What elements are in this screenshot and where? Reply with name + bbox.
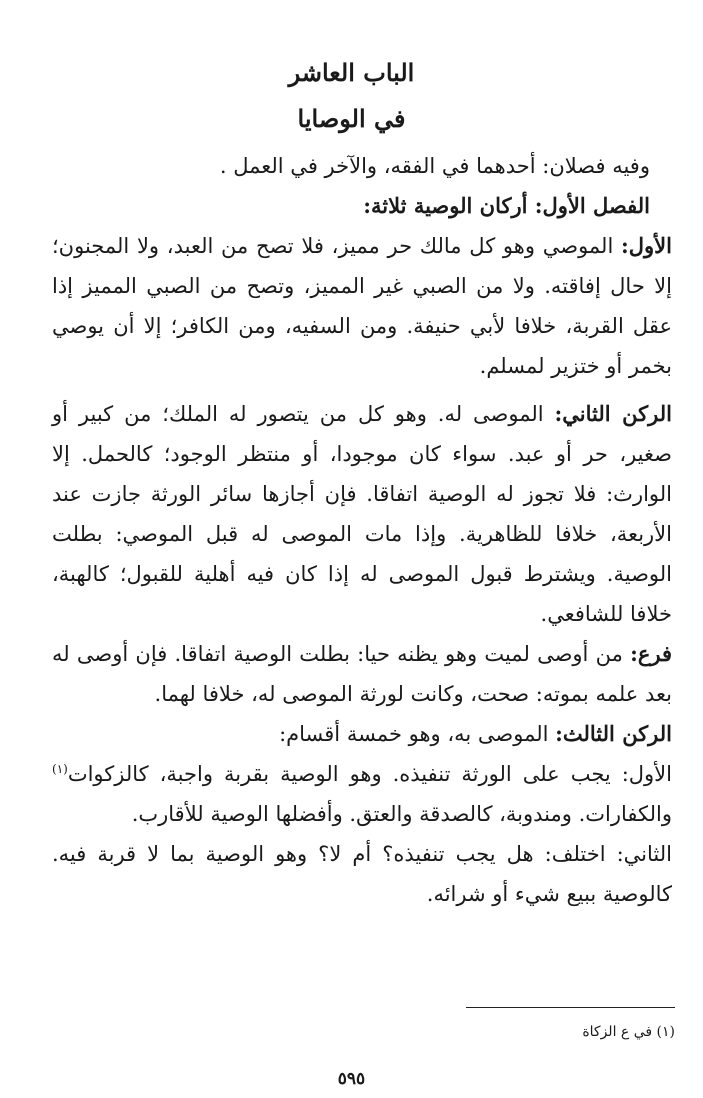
footnote-ref: (١) [52,762,68,776]
pillar2-paragraph [52,394,672,634]
branch-lead: فرع: [630,641,672,666]
part1-lead: الأول: [621,762,672,786]
part1-paragraph [52,754,672,834]
pillar3-lead: الركن الثالث: [555,721,672,746]
intro-paragraph: وفيه فصلان: أحدهما في الفقه، والآخر في العمل . [219,154,650,178]
chapter-subtitle: في الوصايا [297,104,406,133]
part2-paragraph [52,834,672,914]
footnote-text: (١) في ع الزكاة [582,1024,675,1040]
pillar2-lead: الركن الثاني: [554,401,672,426]
pillar1-lead: الأول: [621,233,672,258]
part1-text-after: والكفارات. ومندوبة، كالصدقة والعتق. وأفضلها الوصية للأقارب. [131,802,672,826]
part2-lead: الثاني: [616,842,672,866]
page-body [52,146,672,914]
footnote-divider [466,1007,675,1008]
part2-text: اختلف: هل يجب تنفيذه؟ أم لا؟ وهو الوصية بما لا قربة فيه. كالوصية ببيع شيء أو شرائه. [52,842,672,906]
pillar1-paragraph [52,226,672,386]
branch-text: من أوصى لميت وهو يظنه حيا: بطلت الوصية اتفاقا. فإن أوصى له بعد علمه بموته: صحت، وكانت لورثة الموصى له، خلافا لهما. [52,642,672,706]
branch-paragraph [52,634,672,714]
page-number: ٥٩٥ [337,1069,366,1089]
pillar3-text: الموصى به، وهو خمسة أقسام: [279,722,556,746]
pillar1-text: الموصي وهو كل مالك حر مميز، فلا تصح من العبد، ولا المجنون؛ إلا حال إفاقته. ولا من الصبي غير المميز، وتصح من الصبي المميز إذا عقل القربة، خلافا لأبي حنيفة. ومن السفيه، ومن الكافر؛ إلا أن يوصي بخمر أو ختزير لمسلم. [52,234,672,378]
chapter-title: الباب العاشر [288,58,415,87]
pillar3-paragraph [52,714,672,754]
part1-text-before: يجب على الورثة تنفيذه. وهو الوصية بقربة واجبة، كالزكوات [67,762,622,786]
section-heading: الفصل الأول: أركان الوصية ثلاثة: [363,193,650,218]
pillar2-text: الموصى له. وهو كل من يتصور له الملك؛ من كبير أو صغير، حر أو عبد. سواء كان موجودا، أو منتظر الوجود؛ كالحمل. إلا الوارث: فلا تجوز له الوصية اتفاقا. فإن أجازها سائر الورثة جازت عند الأربعة، خلافا للظاهرية. وإذا مات الموصى له قبل الموصي: بطلت الوصية. ويشترط قبول الموصى له إذا كان فيه أهلية للقبول؛ كالهبة، خلافا للشافعي. [52,402,672,626]
